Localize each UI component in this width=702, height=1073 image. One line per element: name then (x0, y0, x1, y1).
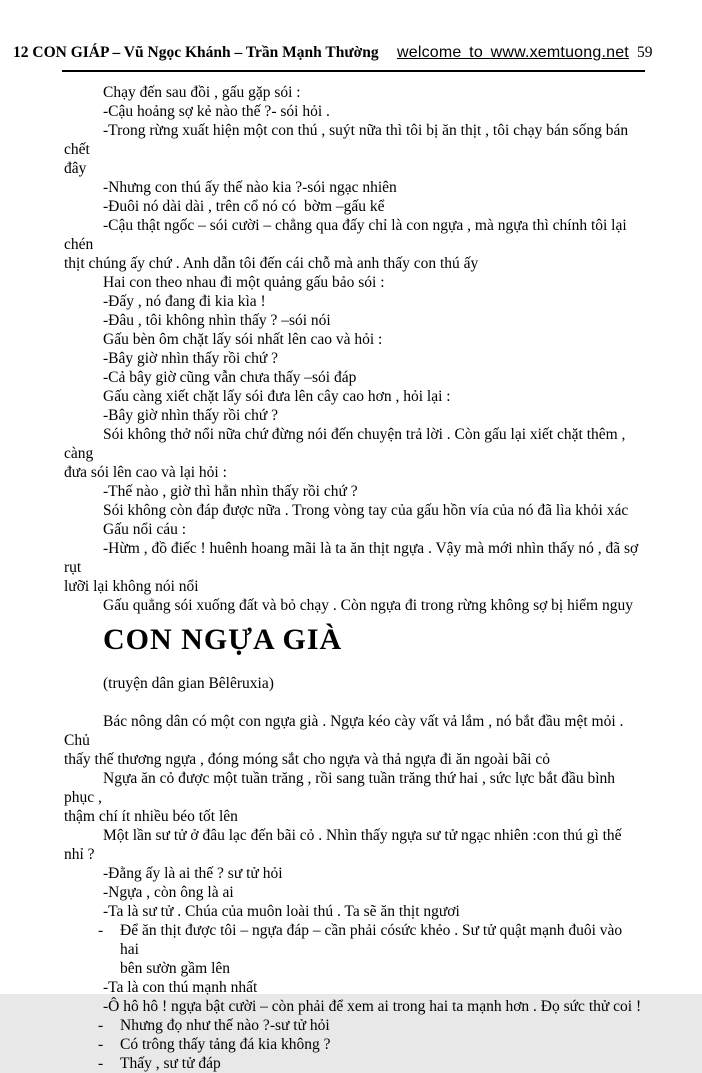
text-line (64, 1035, 642, 1054)
text-line: đưa sói lên cao và lại hỏi : (64, 464, 227, 481)
text-line: -Ta là sư tử . Chúa của muôn loài thú . Ta sẽ ăn thịt ngươi (103, 903, 460, 920)
text-line (64, 921, 642, 959)
text-line: -Bây giờ nhìn thấy rồi chứ ? (103, 407, 279, 424)
text-line: -Cậu hoảng sợ kẻ nào thế ?- sói hỏi . (103, 103, 330, 120)
section-heading: CON NGỰA GIÀ (103, 623, 343, 656)
header-title: 12 CON GIÁP – Vũ Ngọc Khánh – Trần Mạnh Thường (13, 44, 379, 61)
text-line: -Ta là con thú mạnh nhất (103, 979, 258, 996)
text-line: -Thế nào , giờ thì hẳn nhìn thấy rồi chứ ? (103, 483, 358, 500)
text-line: -Nhưng con thú ấy thế nào kia ?-sói ngạc nhiên (103, 179, 397, 196)
text-line (64, 1054, 642, 1073)
text-line: -Bây giờ nhìn thấy rồi chứ ? (103, 350, 279, 367)
bullet-dash: - (98, 1055, 104, 1072)
bullet-dash: - (98, 922, 104, 939)
text-line: Gấu càng xiết chặt lấy sói đưa lên cây cao hơn , hỏi lại : (103, 388, 451, 405)
text-line: Sói không thở nổi nữa chứ đừng nói đến chuyện trả lời . Còn gấu lại xiết chặt thêm , càng (64, 426, 630, 462)
text-line: bên sườn gầm lên (120, 960, 231, 977)
text-line: Chạy đến sau đồi , gấu gặp sói : (103, 84, 301, 101)
text-line: -Đằng ấy là ai thế ? sư tử hỏi (103, 865, 283, 882)
bullet-text: Thấy , sư tử đáp (120, 1055, 221, 1072)
text-line: -Ô hô hô ! ngựa bật cười – còn phải để xem ai trong hai ta mạnh hơn . Đọ sức thử coi ! (103, 998, 642, 1015)
text-line: lưỡi lại không nói nổi (64, 578, 199, 595)
text-line: -Đấy , nó đang đi kia kìa ! (103, 293, 266, 310)
text-line: Sói không còn đáp được nữa . Trong vòng tay của gấu hồn vía của nó đã lìa khỏi xác (103, 502, 629, 519)
bullet-text: Có trông thấy tảng đá kia không ? (120, 1036, 331, 1053)
header-divider (62, 70, 645, 72)
text-line: Bác nông dân có một con ngựa già . Ngựa kéo cày vất vả lắm , nó bắt đầu mệt mỏi . Chủ (64, 713, 628, 749)
text-line: Gấu quẳng sói xuống đất và bỏ chạy . Còn ngựa đi trong rừng không sợ bị hiểm nguy (103, 597, 633, 614)
bullet-text: Để ăn thịt được tôi – ngựa đáp – cần phải cósức khẻo . Sư tử quật mạnh đuôi vào hai (120, 922, 627, 958)
story-wolf-and-bear (64, 83, 642, 615)
page-number: 59 (637, 44, 653, 61)
text-line: Gấu bèn ôm chặt lấy sói nhất lên cao và hỏi : (103, 331, 383, 348)
page-content (64, 83, 642, 1073)
bullet-dash: - (98, 1017, 104, 1034)
text-line: Hai con theo nhau đi một quảng gấu bảo sói : (103, 274, 385, 291)
text-line: -Đâu , tôi không nhìn thấy ? –sói nói (103, 312, 331, 329)
text-line: -Đuôi nó dài dài , trên cổ nó có bờm –gấu kể (103, 198, 385, 215)
bullet-text: Nhưng đọ như thế nào ?-sư tử hỏi (120, 1017, 330, 1034)
text-line: -Cậu thật ngốc – sói cười – chẳng qua đấy chỉ là con ngựa , mà ngựa thì chính tôi lại chén (64, 217, 631, 253)
text-line: Gấu nổi cáu : (103, 521, 187, 538)
text-line: Ngựa ăn cỏ được một tuần trăng , rồi sang tuần trăng thứ hai , sức lực bắt đầu bình phục , (64, 770, 619, 806)
text-line: -Trong rừng xuất hiện một con thú , suýt nữa thì tôi bị ăn thịt , tôi chạy bán sống bán chết (64, 122, 632, 158)
text-line: -Cả bây giờ cũng vẫn chưa thấy –sói đáp (103, 369, 357, 386)
header-link[interactable]: welcome to www.xemtuong.net (397, 44, 629, 61)
story-old-horse (64, 712, 642, 1073)
section-subtitle: (truyện dân gian Bêlêruxia) (103, 675, 274, 692)
text-line: -Ngựa , còn ông là ai (103, 884, 234, 901)
text-line: đây (64, 160, 87, 177)
text-line: thậm chí ít nhiều béo tốt lên (64, 808, 238, 825)
text-line: thịt chúng ấy chứ . Anh dẫn tôi đến cái chỗ mà anh thấy con thú ấy (64, 255, 479, 272)
bullet-dash: - (98, 1036, 104, 1053)
text-line (64, 1016, 642, 1035)
text-line: thấy thế thương ngựa , đóng móng sắt cho ngựa và thả ngựa đi ăn ngoài bãi cỏ (64, 751, 551, 768)
text-line: Một lần sư tử ở đâu lạc đến bãi cỏ . Nhìn thấy ngựa sư tử ngạc nhiên :con thú gì thế nhỉ ? (64, 827, 626, 863)
text-line: -Hừm , đồ điếc ! huênh hoang mãi là ta ăn thịt ngựa . Vậy mà mới nhìn thấy nó , đã sợ rụt (64, 540, 643, 576)
